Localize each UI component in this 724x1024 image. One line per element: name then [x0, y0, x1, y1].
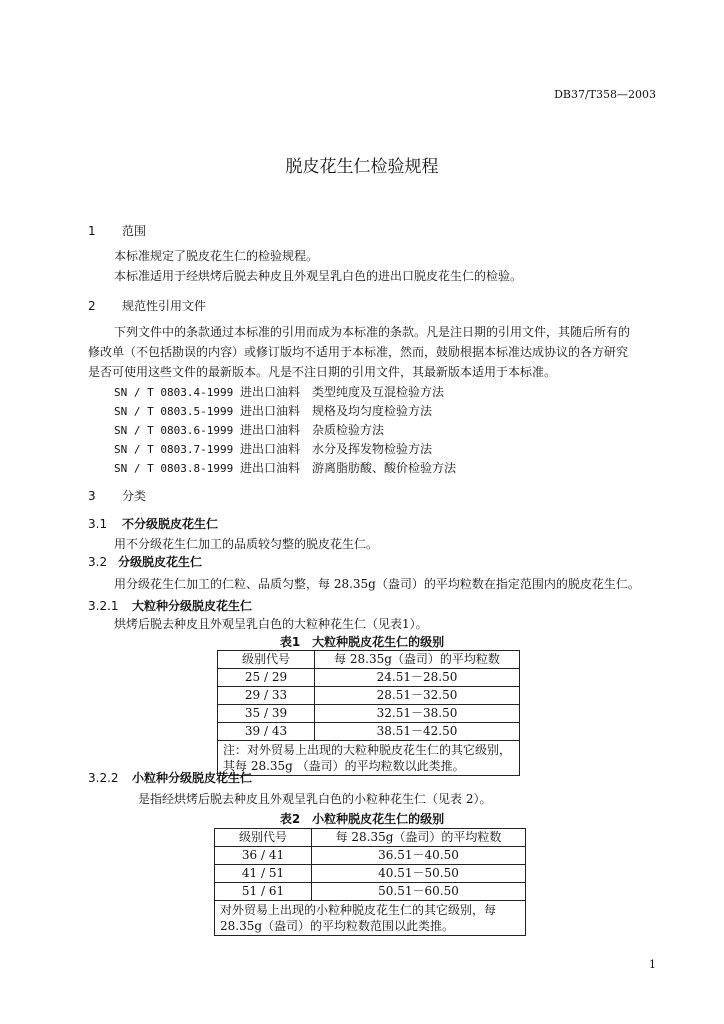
reference-title: 进出口油料 游离脂肪酸、酸价检验方法: [240, 461, 457, 475]
reference-code: SN / T 0803.5-1999: [114, 405, 234, 418]
table-2: [214, 828, 526, 936]
count-range-cell: 32.51－38.50: [315, 705, 520, 723]
section-title: 不分级脱皮花生仁: [122, 517, 219, 531]
reference-item: [114, 459, 456, 476]
reference-item: [114, 421, 384, 438]
table-row: [215, 847, 526, 865]
reference-item: [114, 402, 432, 419]
paragraph-line: 是否可使用这些文件的最新版本。凡是不注日期的引用文件，其最新版本适用于本标准。: [88, 365, 557, 379]
paragraph: 是指经烘烤后脱去种皮且外观呈乳白色的小粒种花生仁（见表 2）。: [138, 792, 492, 806]
grade-code-cell: 41 / 51: [215, 865, 312, 883]
reference-code: SN / T 0803.7-1999: [114, 443, 234, 456]
page-number: 1: [649, 958, 656, 971]
reference-code: SN / T 0803.8-1999: [114, 462, 234, 475]
section-title: 分级脱皮花生仁: [118, 555, 203, 569]
grade-code-cell: 25 / 29: [218, 669, 315, 687]
section-title: 规范性引用文件: [122, 299, 207, 313]
reference-code: SN / T 0803.4-1999: [114, 386, 234, 399]
grade-code-cell: 35 / 39: [218, 705, 315, 723]
grade-code-cell: 51 / 61: [215, 883, 312, 901]
section-number: 3: [88, 489, 96, 503]
table-2-caption: 表2 小粒种脱皮花生仁的级别: [279, 812, 445, 826]
column-header: 每 28.35g（盎司）的平均粒数: [315, 651, 520, 669]
table-note: 对外贸易上出现的小粒种脱皮花生仁的其它级别，每 28.35g（盎司）的平均粒数范围以此类推。: [215, 901, 526, 936]
section-3-2-heading: [88, 553, 202, 570]
section-number: 3.2.2: [88, 771, 119, 785]
column-header: 级别代号: [215, 829, 312, 847]
section-title: 大粒种分级脱皮花生仁: [132, 599, 253, 613]
paragraph: 本标准规定了脱皮花生仁的检验规程。: [114, 249, 319, 263]
column-header: 级别代号: [218, 651, 315, 669]
count-range-cell: 38.51－42.50: [315, 723, 520, 741]
grade-code-cell: 36 / 41: [215, 847, 312, 865]
count-range-cell: 24.51－28.50: [315, 669, 520, 687]
table-note-row: [218, 741, 520, 776]
document-code: DB37/T358—2003: [554, 88, 656, 101]
count-range-cell: 50.51－60.50: [312, 883, 526, 901]
count-range-cell: 36.51－40.50: [312, 847, 526, 865]
table-1: [217, 650, 520, 776]
table-header-row: [218, 651, 520, 669]
section-title: 小粒种分级脱皮花生仁: [132, 771, 253, 785]
reference-code: SN / T 0803.6-1999: [114, 424, 234, 437]
grade-code-cell: 39 / 43: [218, 723, 315, 741]
table-row: [218, 705, 520, 723]
section-title: 分类: [122, 489, 147, 503]
page-title: 脱皮花生仁检验规程: [285, 157, 439, 177]
table-row: [215, 883, 526, 901]
section-3-2-2-heading: [88, 769, 252, 786]
table-note-row: [215, 901, 526, 936]
paragraph: 烘烤后脱去种皮且外观呈乳白色的大粒种花生仁（见表1）。: [114, 617, 428, 631]
reference-title: 进出口油料 杂质检验方法: [240, 423, 385, 437]
section-number: 3.2: [88, 555, 108, 569]
paragraph-line: 下列文件中的条款通过本标准的引用而成为本标准的条款。凡是注日期的引用文件，其随后所有的: [114, 325, 631, 339]
section-3-1-heading: [88, 515, 218, 532]
paragraph: 本标准适用于经烘烤后脱去种皮且外观呈乳白色的进出口脱皮花生仁的检验。: [114, 269, 523, 283]
count-range-cell: 28.51－32.50: [315, 687, 520, 705]
paragraph-line: 修改单（不包括勘误的内容）或修订版均不适用于本标准，然而，鼓励根据本标准达成协议的各方研究: [88, 345, 629, 359]
section-number: 1: [88, 224, 96, 238]
section-2-heading: [88, 297, 206, 314]
paragraph: 用不分级花生仁加工的品质较匀整的脱皮花生仁。: [114, 537, 379, 551]
paragraph: 用分级花生仁加工的仁粒、品质匀整，每 28.35g（盎司）的平均粒数在指定范围内的脱皮花生仁。: [114, 577, 640, 591]
column-header: 每 28.35g（盎司）的平均粒数: [312, 829, 526, 847]
section-3-heading: [88, 487, 146, 504]
reference-title: 进出口油料 类型纯度及互混检验方法: [240, 385, 445, 399]
table-row: [218, 669, 520, 687]
reference-item: [114, 440, 432, 457]
section-number: 2: [88, 299, 96, 313]
section-number: 3.1: [88, 517, 108, 531]
table-note: 注：对外贸易上出现的大粒种脱皮花生仁的其它级别，其每 28.35g （盎司）的平均粒数以此类推。: [218, 741, 520, 776]
table-row: [215, 865, 526, 883]
grade-code-cell: 29 / 33: [218, 687, 315, 705]
section-number: 3.2.1: [88, 599, 119, 613]
table-header-row: [215, 829, 526, 847]
section-3-2-1-heading: [88, 597, 252, 614]
section-1-heading: [88, 222, 146, 239]
reference-title: 进出口油料 规格及均匀度检验方法: [240, 404, 433, 418]
reference-item: [114, 383, 444, 400]
count-range-cell: 40.51－50.50: [312, 865, 526, 883]
table-row: [218, 687, 520, 705]
section-title: 范围: [122, 224, 147, 238]
reference-title: 进出口油料 水分及挥发物检验方法: [240, 442, 433, 456]
table-1-caption: 表1 大粒种脱皮花生仁的级别: [279, 635, 445, 649]
table-row: [218, 723, 520, 741]
